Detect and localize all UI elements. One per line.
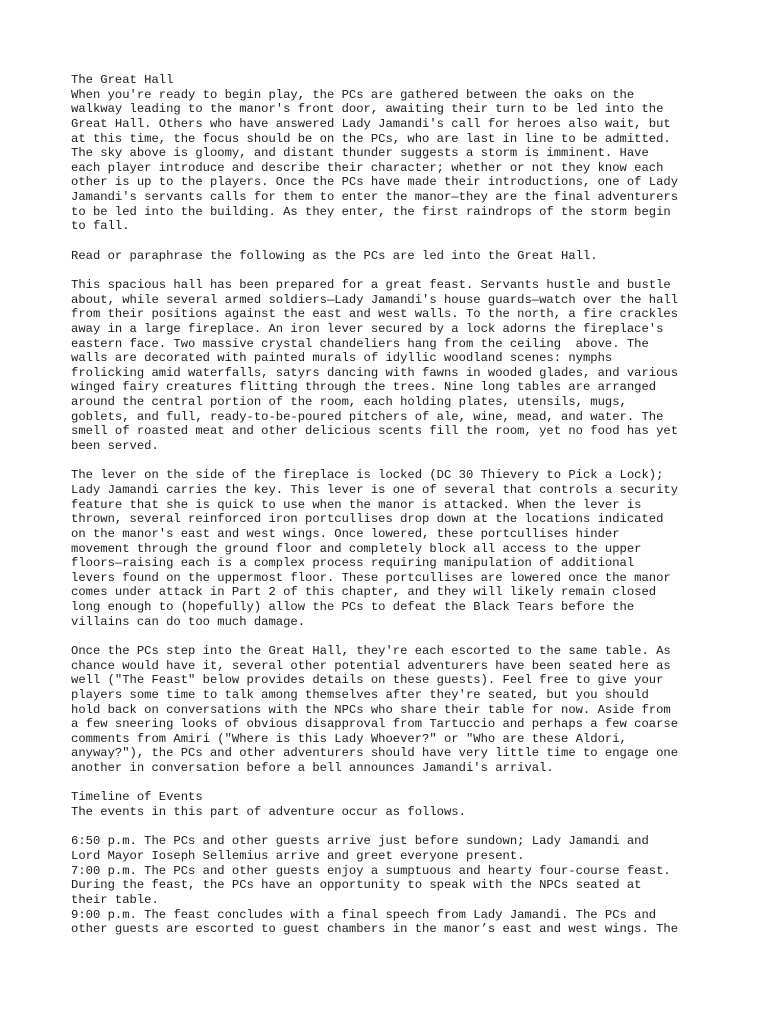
paragraph [71,468,711,629]
text-line: about, while several armed soldiers—Lady Jamandi's house guards—watch over the hall [71,292,679,307]
text-line: to be led into the building. As they enter, the first raindrops of the storm begin [71,204,671,219]
text-line: comes under attack in Part 2 of this chapter, and they will likely remain closed [71,585,657,600]
paragraph [71,790,711,819]
text-line: 6:50 p.m. The PCs and other guests arrive just before sundown; Lady Jamandi and [71,834,649,849]
text-line: eastern face. Two massive crystal chandeliers hang from the ceiling above. The [71,336,649,351]
text-line: walls are decorated with painted murals of idyllic woodland scenes: nymphs [71,351,613,366]
text-line: floors—raising each is a complex process requiring manipulation of additional [71,556,635,571]
text-line: Lady Jamandi carries the key. This lever is one of several that controls a security [71,482,679,497]
text-line: movement through the ground floor and completely block all access to the upper [71,541,642,556]
text-line: Jamandi's servants calls for them to enter the manor—they are the final adventurers [71,190,679,205]
text-line: The sky above is gloomy, and distant thunder suggests a storm is imminent. Have [71,146,649,161]
text-line: The Great Hall [71,73,174,87]
text-line: long enough to (hopefully) allow the PCs to defeat the Black Tears before the [71,600,635,615]
text-line: Great Hall. Others who have answered Lady Jamandi's call for heroes also wait, but [71,116,671,131]
paragraph-gap [71,454,711,469]
text-line: other guests are escorted to guest chambers in the manor’s east and west wings. The [71,922,679,937]
text-line: feature that she is quick to use when the manor is attacked. When the lever is [71,497,642,512]
text-line: goblets, and full, ready-to-be-poured pitchers of ale, wine, mead, and water. The [71,409,664,424]
text-line: Lord Mayor Ioseph Sellemius arrive and greet everyone present. [71,848,525,863]
text-line: to fall. [71,219,130,234]
text-line: walkway leading to the manor's front door, awaiting their turn to be led into the [71,102,664,117]
text-line: a few sneering looks of obvious disapproval from Tartuccio and perhaps a few coarse [71,717,679,732]
text-line: anyway?"), the PCs and other adventurers should have very little time to engage one [71,746,679,761]
text-line: The events in this part of adventure occur as follows. [71,805,466,820]
text-line: been served. [71,439,159,454]
text-line: This spacious hall has been prepared for a great feast. Servants hustle and bustle [71,277,671,292]
text-line: at this time, the focus should be on the PCs, who are last in line to be admitted. [71,131,671,146]
text-line: from their positions against the east and west walls. To the north, a fire crackles [71,307,679,322]
text-line: another in conversation before a bell announces Jamandi's arrival. [71,761,554,776]
text-line: their table. [71,892,159,907]
text-line: well ("The Feast" below provides details on these guests). Feel free to give your [71,673,664,688]
text-line: When you're ready to begin play, the PCs are gathered between the oaks on the [71,87,635,102]
paragraph-gap [71,234,711,249]
text-line: Timeline of Events [71,790,203,805]
text-line: thrown, several reinforced iron portcullises drop down at the locations indicated [71,512,664,527]
paragraph-gap [71,263,711,278]
text-line: frolicking amid waterfalls, satyrs dancing with fawns in wooded glades, and various [71,365,679,380]
paragraph [71,249,711,264]
paragraph [71,644,711,776]
document-page [71,73,711,937]
text-line: winged fairy creatures flitting through the trees. Nine long tables are arranged [71,380,657,395]
text-line: During the feast, the PCs have an opportunity to speak with the NPCs seated at [71,878,642,893]
text-line: smell of roasted meat and other delicious scents fill the room, yet no food has yet [71,424,679,439]
text-line: villains can do too much damage. [71,614,306,629]
text-line: other is up to the players. Once the PCs have made their introductions, one of Lady [71,175,679,190]
paragraph-gap [71,820,711,835]
paragraph [71,73,711,234]
text-line: around the central portion of the room, each holding plates, utensils, mugs, [71,395,627,410]
text-line: hold back on conversations with the NPCs who share their table for now. Aside from [71,702,671,717]
text-line: comments from Amiri ("Where is this Lady Whoever?" or "Who are these Aldori, [71,731,627,746]
text-line: 9:00 p.m. The feast concludes with a final speech from Lady Jamandi. The PCs and [71,907,657,922]
text-line: on the manor's east and west wings. Once lowered, these portcullises hinder [71,526,620,541]
text-line: levers found on the uppermost floor. These portcullises are lowered once the manor [71,570,671,585]
text-line: each player introduce and describe their character; whether or not they know each [71,160,664,175]
paragraph [71,278,711,454]
text-line: Read or paraphrase the following as the PCs are led into the Great Hall. [71,248,598,263]
text-line: players some time to talk among themselves after they're seated, but you should [71,687,649,702]
text-line: away in a large fireplace. An iron lever secured by a lock adorns the fireplace's [71,321,664,336]
paragraph-gap [71,629,711,644]
text-line: The lever on the side of the fireplace is locked (DC 30 Thievery to Pick a Lock); [71,468,664,483]
paragraph-gap [71,776,711,791]
text-line: chance would have it, several other potential adventurers have been seated here as [71,658,671,673]
paragraph [71,834,711,936]
text-line: Once the PCs step into the Great Hall, they're each escorted to the same table. As [71,643,671,658]
text-line: 7:00 p.m. The PCs and other guests enjoy a sumptuous and hearty four-course feast. [71,863,671,878]
